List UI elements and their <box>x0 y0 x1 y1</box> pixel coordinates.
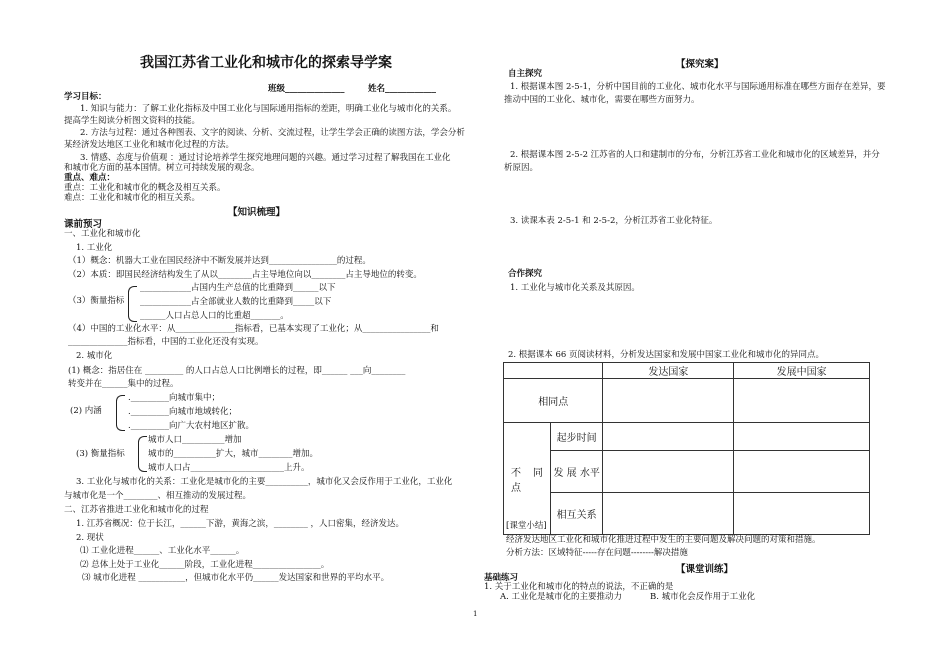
status-1: ⑴ 工业化进程______、工业化水平______。 <box>80 546 245 556</box>
objective-1-cont: 提高学生阅读分析图文资料的技能。 <box>64 116 201 126</box>
ind-indicator-3: ______人口占总人口的比重超_______。 <box>140 311 289 321</box>
industrialization-heading: 1. 工业化 <box>76 243 113 253</box>
page-number: 1 <box>473 610 478 618</box>
relationship: 3. 工业化与城市化的关系：工业化是城市化的主要__________，城市化又会反作用于工业化，工业化 <box>76 477 453 487</box>
urb-indicator-3: 城市人口占______________________上升。 <box>148 463 310 473</box>
row-relationship: 相互关系 <box>550 493 603 535</box>
basic-practice-heading: 基础练习 <box>484 573 519 583</box>
question-1-option-a: A. 工业化是城市化的主要推动力 <box>500 592 623 602</box>
cell-start-developed[interactable] <box>603 423 734 451</box>
cell-similarities-developing[interactable] <box>734 379 870 423</box>
urbanization-heading: 2. 城市化 <box>76 351 113 361</box>
row-similarities: 相同点 <box>504 379 603 423</box>
objectives-heading: 学习目标： <box>64 92 107 102</box>
name-field[interactable]: 姓名____________ <box>368 84 437 94</box>
relationship-cont: 与城市化是一个________、相互推动的发展过程。 <box>64 491 252 501</box>
row-level: 发 展 水平 <box>550 451 603 493</box>
row-start-time: 起步时间 <box>550 423 603 451</box>
status-3: ⑶ 城市化进程 ___________，但城市化水平仍______发达国家和世界的平均水平。 <box>82 573 390 583</box>
urb-indicator-2: 城市的__________扩大，城市________增加。 <box>148 449 319 459</box>
key-point: 重点：工业化和城市化的概念及相互关系。 <box>64 183 226 193</box>
urb-connotation-label: (2) 内涵 <box>70 406 102 416</box>
objective-2-cont: 某经济发达地区工业化和城市化过程的方法。 <box>64 140 235 150</box>
self-explore-heading: 自主探究 <box>508 69 543 79</box>
section-1-heading: 一、工业化和城市化 <box>64 229 141 239</box>
page-title: 我国江苏省工业化和城市化的探索导学案 <box>140 55 392 71</box>
table-corner <box>504 363 603 379</box>
summary-text: 经济发达地区工业化和城市化推进过程中发生的主要问题及解决问题的对策和措施。 <box>506 535 821 545</box>
cell-similarities-developed[interactable] <box>603 379 734 423</box>
urb-indicators-label: (3) 衡量指标 <box>76 449 125 459</box>
urb-concept-cont: 转变并在______集中的过程。 <box>68 379 179 389</box>
status-heading: 2. 现状 <box>76 533 104 543</box>
diff-char-3: 点 <box>511 482 521 494</box>
key-points-heading: 重点、难点： <box>64 173 116 183</box>
class-field[interactable]: 班级______________ <box>268 84 345 94</box>
urb-connotation-1: ._________向城市集中； <box>128 393 220 403</box>
preview-heading: 课前预习 <box>64 219 103 230</box>
coop-q1: 1. 工业化与城市化关系及其原因。 <box>510 283 640 293</box>
ind-china-level-cont: ______________指标看，中国的工业化还没有实现。 <box>68 337 264 347</box>
objective-3-cont: 和城市化方面的基本国情。树立可持续发展的观念。 <box>64 163 260 173</box>
diff-char-1: 不 <box>511 467 521 479</box>
section-2-heading: 二、江苏省推进工业化和城市化的过程 <box>64 505 209 515</box>
urb-concept: (1) 概念：指居住在 _________ 的人口占总人口比例增长的过程，即______ ___向________ <box>68 366 406 376</box>
self-q3: 3. 读课本表 2-5-1 和 2-5-2，分析江苏省工业化特征。 <box>510 216 718 226</box>
self-q1: 1. 根据课本图 2-5-1，分析中国目前的工业化、城市化水平与国际通用标准在哪些方面存在差异，要 <box>510 82 886 92</box>
urb-connotation-2: ._________向城市地域转化； <box>128 407 237 417</box>
cell-relationship-developed[interactable] <box>603 493 734 535</box>
cell-relationship-developing[interactable] <box>734 493 870 535</box>
ind-china-level: （4）中国的工业化水平：从______________指标看，已基本实现了工业化；从________________和 <box>68 324 439 334</box>
explore-heading: 【探究案】 <box>676 59 724 70</box>
header-developed: 发达国家 <box>603 363 734 379</box>
cell-start-developing[interactable] <box>734 423 870 451</box>
urb-connotation-3: ._________向广大农村地区扩散。 <box>128 421 254 431</box>
ind-indicator-2: ____________占全部就业人数的比重降到_____以下 <box>140 297 332 307</box>
question-1-option-b: B. 城市化会反作用于工业化 <box>650 592 756 602</box>
urb-indicator-1: 城市人口__________增加 <box>148 435 242 445</box>
cell-level-developing[interactable] <box>734 451 870 493</box>
coop-q2: 2. 根据课本 66 页阅读材料，分析发达国家和发展中国家工业化和城市化的异同点。 <box>508 350 825 360</box>
coop-explore-heading: 合作探究 <box>508 269 543 279</box>
cell-level-developed[interactable] <box>603 451 734 493</box>
question-1: 1. 关于工业化和城市化的特点的说法，不正确的是 <box>484 582 674 592</box>
ind-indicators-brace <box>128 286 137 322</box>
self-q1-cont: 推动中国的工业化、城市化，需要在哪些方面努力。 <box>504 95 700 105</box>
objective-2: 2. 方法与过程：通过各种图表、文字的阅读、分析、交流过程，让学生学会正确的读图方法，学会分析 <box>80 128 465 138</box>
difficult-point: 难点：工业化和城市化的相互关系。 <box>64 193 201 203</box>
comparison-table <box>503 362 870 535</box>
summary-heading: [课堂小结] <box>506 521 547 531</box>
ind-indicator-1: ____________占国内生产总值的比重降到______以下 <box>140 283 336 293</box>
status-2: ⑵ 总体上处于工业化______阶段，工业化进程________________。 <box>80 560 330 570</box>
urb-connotation-brace <box>116 395 125 431</box>
self-q2: 2. 根据课本图 2-5-2 江苏省的人口和建制市的分布，分析江苏省工业化和城市化的区域差异，并分 <box>510 150 880 160</box>
analysis-method: 分析方法：区域特征-----存在问题--------解决措施 <box>506 548 688 558</box>
ind-indicators-label: （3）衡量指标 <box>68 296 125 306</box>
training-heading: 【课堂训练】 <box>676 564 734 575</box>
diff-char-2: 同 <box>532 467 543 479</box>
ind-essence: （2）本质：即国民经济结构发生了从以________占主导地位向以________占主导地位的转变。 <box>68 270 422 280</box>
objective-1: 1. 知识与能力：了解工业化指标及中国工业化与国际通用指标的差距，明确工业化与城市化的关系。 <box>80 104 457 114</box>
objective-3: 3. 情感、态度与价值观 ：通过讨论培养学生探究地理问题的兴趣。通过学习过程了解我国在工业化 <box>80 153 451 163</box>
knowledge-heading: 【知识梳理】 <box>228 207 286 218</box>
jiangsu-overview: 1. 江苏省概况：位于长江，______下游，黄海之滨，________ ，人口密集，经济发达。 <box>76 519 405 529</box>
urb-indicators-brace <box>138 436 147 472</box>
row-differences <box>504 423 551 535</box>
header-developing: 发展中国家 <box>734 363 870 379</box>
ind-concept: （1）概念：机器大工业在国民经济中不断发展并达到________________的过程。 <box>68 256 371 266</box>
self-q2-cont: 析原因。 <box>504 163 539 173</box>
